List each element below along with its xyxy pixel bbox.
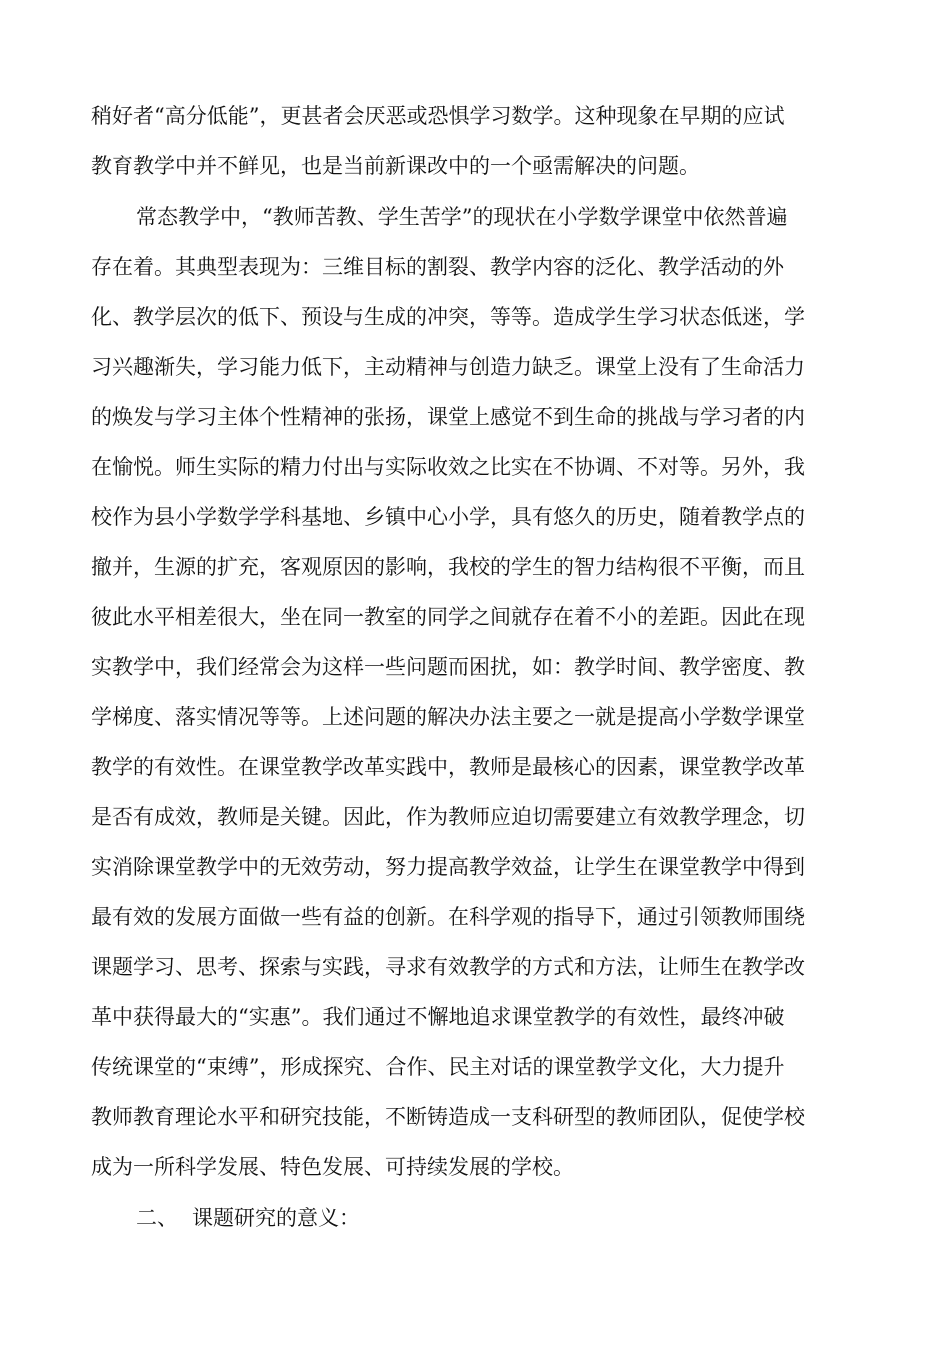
paragraph-2-line: 教师教育理论水平和研究技能，不断铸造成一支科研型的教师团队，促使学校 xyxy=(91,1105,805,1129)
paragraph-2-line: 彼此水平相差很大，坐在同一教室的同学之间就存在着不小的差距。因此在现 xyxy=(91,605,805,629)
paragraph-2-line: 成为一所科学发展、特色发展、可持续发展的学校。 xyxy=(91,1155,574,1179)
paragraph-2-line: 传统课堂的“束缚”，形成探究、合作、民主对话的课堂教学文化，大力提升 xyxy=(91,1055,785,1079)
paragraph-1-line: 稍好者“高分低能”，更甚者会厌恶或恐惧学习数学。这种现象在早期的应试 xyxy=(91,104,785,128)
paragraph-2-line: 学梯度、落实情况等等。上述问题的解决办法主要之一就是提高小学数学课堂 xyxy=(91,705,805,729)
paragraph-2-line: 化、教学层次的低下、预设与生成的冲突，等等。造成学生学习状态低迷，学 xyxy=(91,305,805,329)
section-title: 课题研究的意义： xyxy=(192,1206,360,1230)
paragraph-2-line: 的焕发与学习主体个性精神的张扬，课堂上感觉不到生命的挑战与学习者的内 xyxy=(91,405,805,429)
paragraph-2-line: 革中获得最大的“实惠”。我们通过不懈地追求课堂教学的有效性，最终冲破 xyxy=(91,1005,785,1029)
paragraph-2-line: 实教学中，我们经常会为这样一些问题而困扰，如：教学时间、教学密度、教 xyxy=(91,655,805,679)
paragraph-2-line: 习兴趣渐失，学习能力低下，主动精神与创造力缺乏。课堂上没有了生命活力 xyxy=(91,355,805,379)
paragraph-2-line: 课题学习、思考、探索与实践，寻求有效教学的方式和方法，让师生在教学改 xyxy=(91,955,805,979)
paragraph-2-line: 教学的有效性。在课堂教学改革实践中，教师是最核心的因素，课堂教学改革 xyxy=(91,755,805,779)
paragraph-2-line: 在愉悦。师生实际的精力付出与实际收效之比实在不协调、不对等。另外，我 xyxy=(91,455,805,479)
section-heading xyxy=(136,1200,360,1236)
paragraph-2-line: 实消除课堂教学中的无效劳动，努力提高教学效益，让学生在课堂教学中得到 xyxy=(91,855,805,879)
paragraph-1-line: 教育教学中并不鲜见，也是当前新课改中的一个亟需解决的问题。 xyxy=(91,154,700,178)
paragraph-2-line: 最有效的发展方面做一些有益的创新。在科学观的指导下，通过引领教师围绕 xyxy=(91,905,805,929)
paragraph-2-line: 撤并，生源的扩充，客观原因的影响，我校的学生的智力结构很不平衡，而且 xyxy=(91,555,805,579)
paragraph-2-line: 常态教学中，“教师苦教、学生苦学”的现状在小学数学课堂中依然普遍 xyxy=(136,205,788,229)
paragraph-2-line: 校作为县小学数学学科基地、乡镇中心小学，具有悠久的历史，随着教学点的 xyxy=(91,505,805,529)
paragraph-2-line: 存在着。其典型表现为：三维目标的割裂、教学内容的泛化、教学活动的外 xyxy=(91,255,784,279)
section-number: 二、 xyxy=(136,1206,178,1230)
paragraph-2-line: 是否有成效，教师是关键。因此，作为教师应迫切需要建立有效教学理念，切 xyxy=(91,805,805,829)
